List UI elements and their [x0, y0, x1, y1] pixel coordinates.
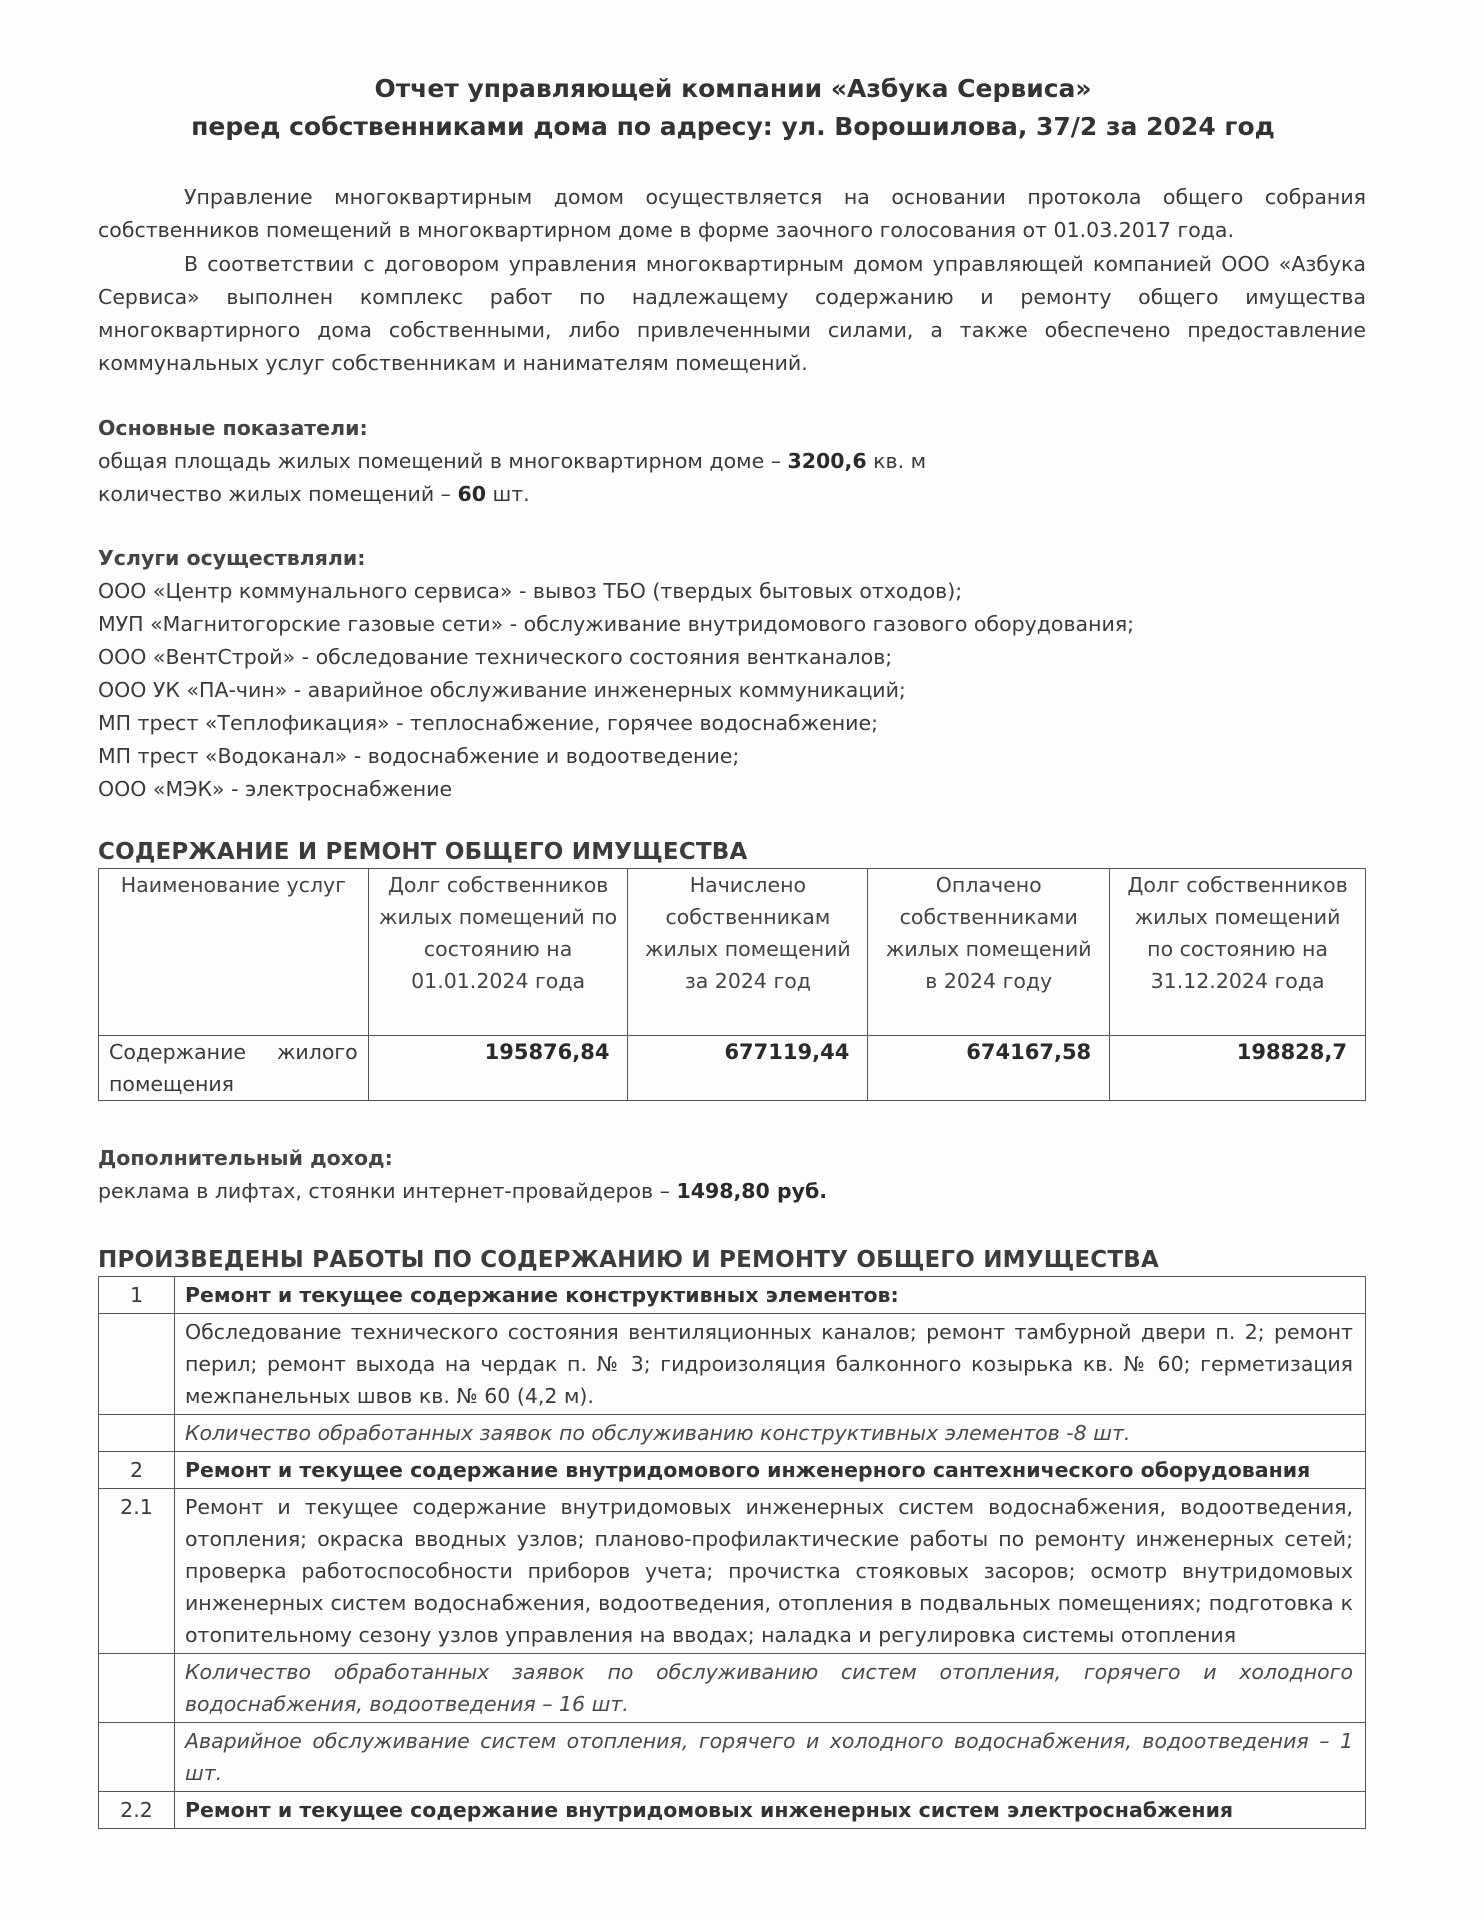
header-debt-end: Долг собственников жилых помещений по состоянию на 31.12.2024 года — [1110, 869, 1366, 1036]
row-text: Количество обработанных заявок по обслуживанию конструктивных элементов -8 шт. — [174, 1415, 1365, 1452]
row-charged: 677119,44 — [628, 1036, 868, 1101]
indicator-area-text: общая площадь жилых помещений в многоквартирном доме – — [98, 449, 788, 473]
row-text: Ремонт и текущее содержание внутридомовых инженерных систем электроснабжения — [174, 1792, 1365, 1829]
service-item: ООО «МЭК» - электроснабжение — [98, 777, 453, 801]
indicator-count — [98, 478, 926, 511]
table-row — [99, 1277, 1366, 1314]
row-number: 1 — [99, 1277, 175, 1314]
table-row — [99, 1489, 1366, 1654]
row-number — [99, 1654, 175, 1723]
row-paid: 674167,58 — [868, 1036, 1110, 1101]
indicator-area-value: 3200,6 — [787, 449, 867, 473]
intro-paragraph-1: Управление многоквартирным домом осуществляется на основании протокола общего собрания собственников помещений в многоквартирном доме в форме заочного голосования от 01.03.2017 года. — [98, 185, 1366, 242]
title-line-2: перед собственниками дома по адресу: ул. Ворошилова, 37/2 за 2024 год — [191, 112, 1275, 141]
maintenance-table — [98, 868, 1366, 1101]
row-debt-end: 198828,7 — [1110, 1036, 1366, 1101]
table-row — [99, 1792, 1366, 1829]
works-heading: ПРОИЗВЕДЕНЫ РАБОТЫ ПО СОДЕРЖАНИЮ И РЕМОНТУ ОБЩЕГО ИМУЩЕСТВА — [98, 1247, 1160, 1273]
indicator-area — [98, 445, 926, 478]
indicator-area-unit: кв. м — [866, 449, 927, 473]
row-number — [99, 1723, 175, 1792]
row-number: 2 — [99, 1452, 175, 1489]
table-row — [99, 1723, 1366, 1792]
table-row — [99, 1314, 1366, 1415]
services-label: Услуги осуществляли: — [98, 546, 366, 570]
extra-income-text: реклама в лифтах, стоянки интернет-провайдеров – — [98, 1179, 677, 1203]
service-item: МУП «Магнитогорские газовые сети» - обслуживание внутридомового газового оборудования; — [98, 612, 1135, 636]
services-block — [98, 542, 1134, 806]
row-text: Ремонт и текущее содержание внутридомовых инженерных систем водоснабжения, водоотведения, отопления; окраска вводных узлов; планово-профилактические работы по ремонту инженерных сетей; проверка работоспособности приборов учета; прочистка стояковых засоров; осмотр внутридомовых инженерных систем водоснабжения, водоотведения, отопления в подвальных помещениях; подготовка к отопительному сезону узлов управления на вводах; наладка и регулировка системы отопления — [174, 1489, 1365, 1654]
row-text: Аварийное обслуживание систем отопления, горячего и холодного водоснабжения, водоотведения – 1 шт. — [174, 1723, 1365, 1792]
row-service-name: Содержание жилого помещения — [99, 1036, 369, 1101]
row-number: 2.2 — [99, 1792, 175, 1829]
service-item: МП трест «Теплофикация» - теплоснабжение, горячее водоснабжение; — [98, 711, 879, 735]
table-row — [99, 1415, 1366, 1452]
header-service-name: Наименование услуг — [99, 869, 369, 1036]
table-row — [99, 1452, 1366, 1489]
indicators-block — [98, 412, 926, 511]
indicator-count-unit: шт. — [485, 482, 530, 506]
extra-income-value: 1498,80 руб. — [676, 1179, 828, 1203]
service-item: МП трест «Водоканал» - водоснабжение и водоотведение; — [98, 744, 740, 768]
row-number — [99, 1415, 175, 1452]
extra-income-label: Дополнительный доход: — [98, 1146, 393, 1170]
row-text: Обследование технического состояния вентиляционных каналов; ремонт тамбурной двери п. 2; ремонт перил; ремонт выхода на чердак п. № 3; гидроизоляция балконного козырька кв. № 60; герметизация межпанельных швов кв. № 60 (4,2 м). — [174, 1314, 1365, 1415]
row-number — [99, 1314, 175, 1415]
header-charged: Начислено собственникам жилых помещений за 2024 год — [628, 869, 868, 1036]
row-text: Количество обработанных заявок по обслуживанию систем отопления, горячего и холодного водоснабжения, водоотведения – 16 шт. — [174, 1654, 1365, 1723]
service-item: ООО «ВентСтрой» - обследование технического состояния вентканалов; — [98, 645, 893, 669]
extra-income-line — [98, 1175, 827, 1208]
table-row — [99, 1654, 1366, 1723]
title-line-1: Отчет управляющей компании «Азбука Сервиса» — [374, 74, 1092, 103]
row-number: 2.1 — [99, 1489, 175, 1654]
service-item: ООО УК «ПА-чин» - аварийное обслуживание инженерных коммуникаций; — [98, 678, 906, 702]
table-row — [99, 1036, 1366, 1101]
service-item: ООО «Центр коммунального сервиса» - вывоз ТБО (твердых бытовых отходов); — [98, 579, 963, 603]
header-paid: Оплачено собственниками жилых помещений в 2024 году — [868, 869, 1110, 1036]
intro-paragraph-2: В соответствии с договором управления многоквартирным домом управляющей компанией ООО «Азбука Сервиса» выполнен комплекс работ по надлежащему содержанию и ремонту общего имущества многоквартирного дома собственными, либо привлеченными силами, а также обеспечено предоставление коммунальных услуг собственникам и нанимателям помещений. — [98, 252, 1366, 375]
maintenance-heading: СОДЕРЖАНИЕ И РЕМОНТ ОБЩЕГО ИМУЩЕСТВА — [98, 839, 748, 865]
table-header-row — [99, 869, 1366, 1036]
indicators-label: Основные показатели: — [98, 416, 368, 440]
indicator-count-value: 60 — [457, 482, 486, 506]
row-text: Ремонт и текущее содержание конструктивных элементов: — [174, 1277, 1365, 1314]
row-text: Ремонт и текущее содержание внутридомового инженерного сантехнического оборудования — [174, 1452, 1365, 1489]
indicator-count-text: количество жилых помещений – — [98, 482, 458, 506]
report-title — [98, 70, 1368, 146]
extra-income-block — [98, 1142, 827, 1208]
works-table — [98, 1276, 1366, 1829]
row-debt-start: 195876,84 — [368, 1036, 628, 1101]
header-debt-start: Долг собственников жилых помещений по состоянию на 01.01.2024 года — [368, 869, 628, 1036]
